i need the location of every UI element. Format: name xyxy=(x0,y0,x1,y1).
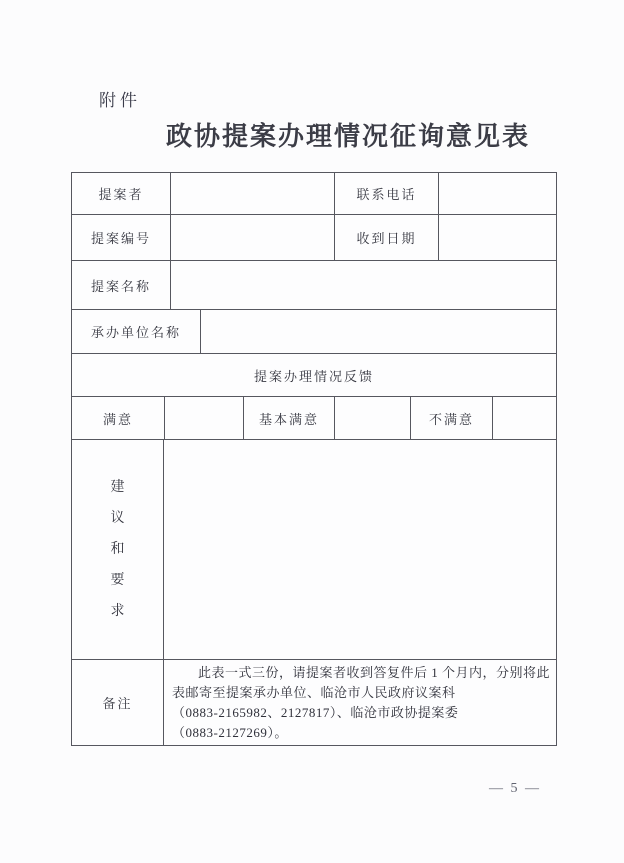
satisfied-checkbox-cell xyxy=(164,397,243,439)
feedback-header-cell xyxy=(72,354,556,396)
page-number: — 5 — xyxy=(489,781,541,796)
table-row-remarks xyxy=(72,659,556,745)
table-row-feedback-header xyxy=(72,353,556,396)
undertaking-unit-value-cell xyxy=(200,310,556,353)
satisfied-label-cell xyxy=(72,397,164,439)
date-received-value-cell xyxy=(438,215,556,260)
page-title: 政协提案办理情况征询意见表 xyxy=(166,122,531,151)
not-satisfied-label-cell xyxy=(410,397,492,439)
proposal-name-label: 提案名称 xyxy=(90,278,151,294)
contact-phone-value-cell xyxy=(438,173,556,214)
remarks-note-line: （0883-2165982、2127817）、临沧市政协提案委 xyxy=(172,705,459,720)
table-row-proposal-number xyxy=(72,214,556,260)
proposer-label-cell xyxy=(72,173,170,214)
remarks-note-line: 表邮寄至提案承办单位、临沧市人民政府议案科 xyxy=(172,685,456,700)
proposal-number-value-cell xyxy=(170,215,334,260)
proposal-number-label-cell xyxy=(72,215,170,260)
not-satisfied-checkbox-cell xyxy=(492,397,556,439)
attachment-label: 附件 xyxy=(99,91,141,110)
suggestions-label-char: 议 xyxy=(110,510,125,526)
basically-satisfied-label-cell xyxy=(243,397,334,439)
suggestions-label-char: 求 xyxy=(110,603,125,619)
feedback-header: 提案办理情况反馈 xyxy=(253,368,374,384)
suggestions-label-cell xyxy=(72,440,163,659)
not-satisfied-label: 不满意 xyxy=(428,411,474,427)
date-received-label-cell xyxy=(334,215,438,260)
table-row-undertaking-unit xyxy=(72,309,556,353)
table-row-rating xyxy=(72,396,556,439)
proposer-value-cell xyxy=(170,173,334,214)
suggestions-value-cell xyxy=(163,440,556,659)
suggestions-label-char: 要 xyxy=(110,572,125,588)
contact-phone-label: 联系电话 xyxy=(356,187,417,202)
remarks-label: 备注 xyxy=(102,696,133,711)
satisfied-label: 满意 xyxy=(102,411,133,427)
table-row-proposal-name xyxy=(72,260,556,309)
remarks-note-cell xyxy=(163,660,556,745)
table-row-suggestions xyxy=(72,439,556,659)
contact-phone-label-cell xyxy=(334,173,438,214)
basically-satisfied-label: 基本满意 xyxy=(258,411,319,427)
proposal-name-label-cell xyxy=(72,261,170,309)
date-received-label: 收到日期 xyxy=(356,231,417,246)
suggestions-label-char: 和 xyxy=(110,541,125,557)
form-table xyxy=(71,172,557,746)
undertaking-unit-label: 承办单位名称 xyxy=(90,325,181,340)
remarks-note-line: （0883-2127269）。 xyxy=(172,725,288,740)
table-row-proposer xyxy=(72,173,556,214)
proposer-label: 提案者 xyxy=(98,187,144,202)
remarks-label-cell xyxy=(72,660,163,745)
undertaking-unit-label-cell xyxy=(72,310,200,353)
proposal-name-value-cell xyxy=(170,261,556,309)
suggestions-label-char: 建 xyxy=(110,479,125,495)
proposal-number-label: 提案编号 xyxy=(90,231,151,246)
basically-satisfied-checkbox-cell xyxy=(334,397,410,439)
remarks-note-line: 此表一式三份，请提案者收到答复件后 1 个月内，分别将此 xyxy=(198,665,551,680)
